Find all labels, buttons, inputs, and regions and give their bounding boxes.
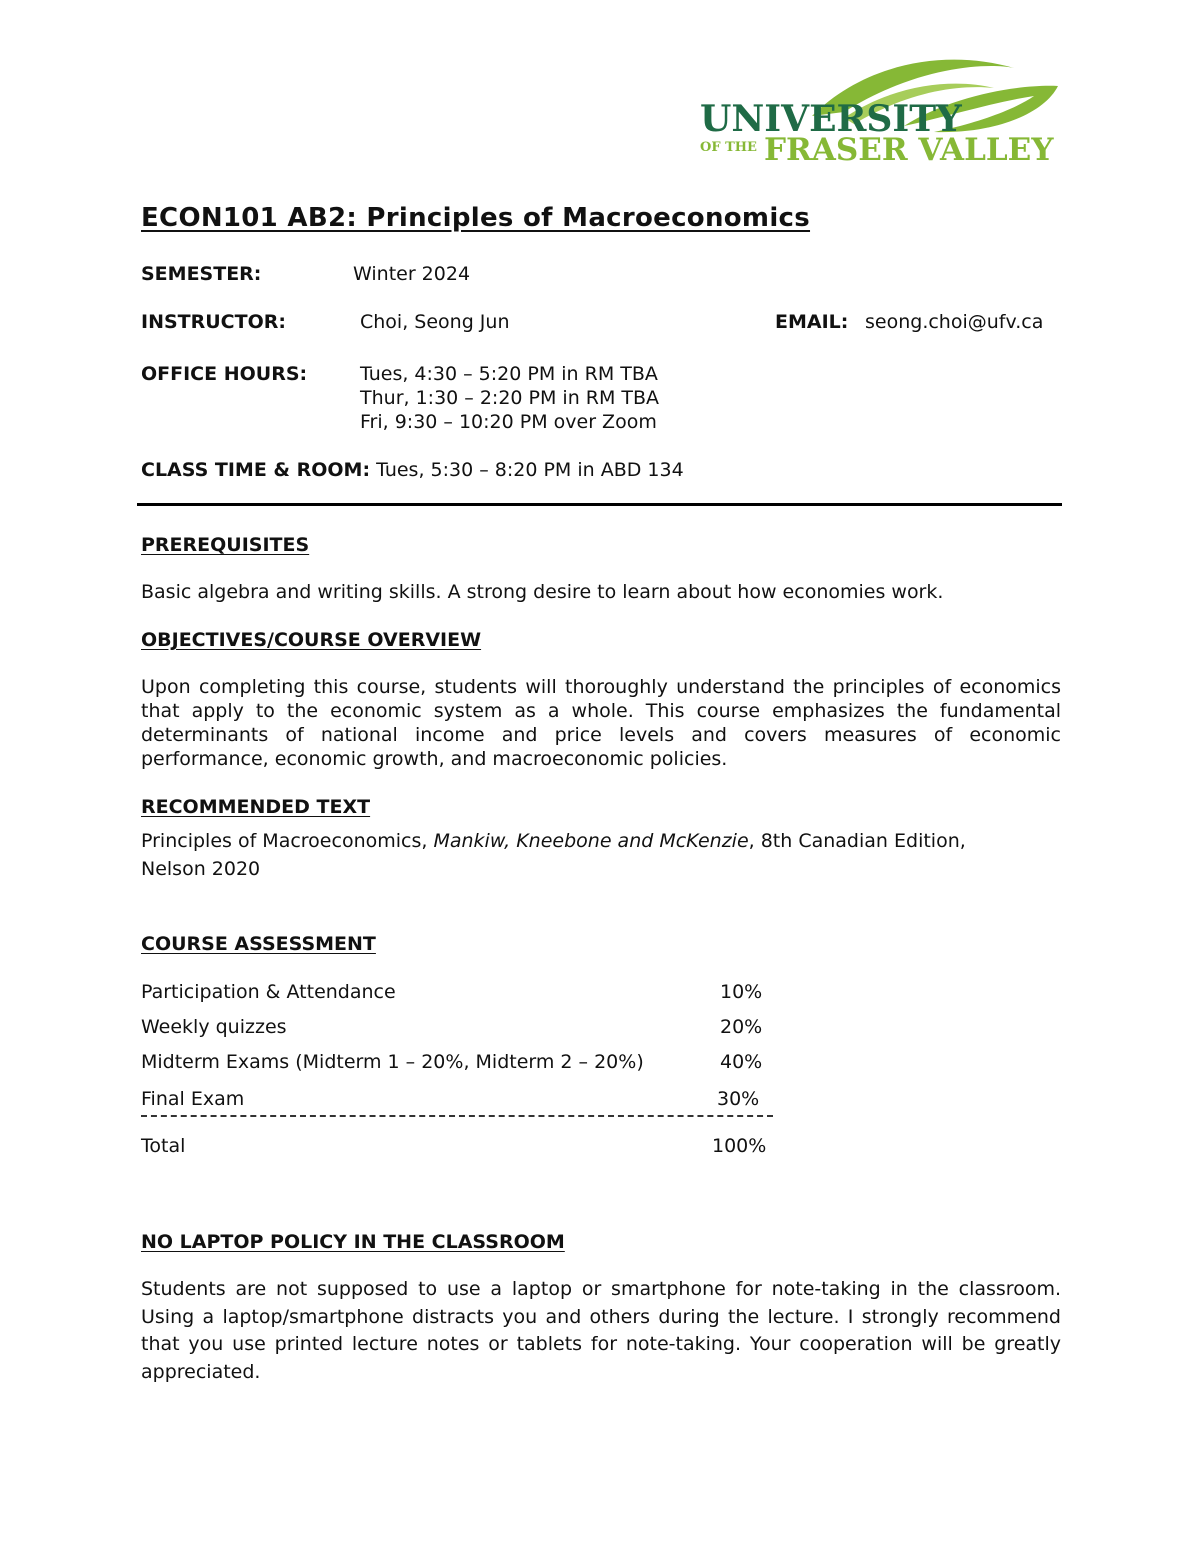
office-hours-label: OFFICE HOURS:: [141, 363, 308, 385]
laptop-policy-text: Students are not supposed to use a laptop or smartphone for note-taking in the classroom. Using a laptop/smartphone distracts you and others during the lecture. I strongly recommend that you use printed lecture notes or tablets for note-taking. Your cooperation will be greatly appreciated.: [141, 1278, 1061, 1383]
assessment-item-weight: 30%: [717, 1088, 760, 1110]
instructor-value: Choi, Seong Jun: [360, 311, 510, 333]
assessment-item-label: Final Exam: [141, 1088, 245, 1110]
objectives-heading: OBJECTIVES/COURSE OVERVIEW: [141, 629, 482, 651]
office-hours-line: Fri, 9:30 – 10:20 PM over Zoom: [360, 411, 657, 433]
prerequisites-text: Basic algebra and writing skills. A strong desire to learn about how economies work.: [141, 581, 944, 603]
recommended-book-line: [141, 829, 966, 853]
semester-label: SEMESTER:: [141, 263, 262, 285]
section-divider: [137, 503, 1062, 506]
semester-value: Winter 2024: [353, 263, 471, 285]
university-logo: [694, 54, 1064, 178]
instructor-label: INSTRUCTOR:: [141, 311, 286, 333]
assessment-total-value: 100%: [712, 1135, 767, 1157]
assessment-item-weight: 10%: [720, 981, 763, 1003]
email-label: EMAIL:: [775, 311, 849, 333]
laptop-policy-heading: NO LAPTOP POLICY IN THE CLASSROOM: [141, 1231, 565, 1253]
assessment-heading: COURSE ASSESSMENT: [141, 933, 376, 955]
class-time-value: Tues, 5:30 – 8:20 PM in ABD 134: [376, 459, 684, 481]
assessment-item-weight: 40%: [720, 1051, 763, 1073]
objectives-text: Upon completing this course, students will thoroughly understand the principles of economics that apply to the economic system as a whole. This course emphasizes the fundamental determinants of national income and price levels and covers measures of economic performance, economic growth, and macroeconomic policies.: [141, 676, 1061, 770]
email-value[interactable]: seong.choi@ufv.ca: [865, 311, 1044, 333]
course-title: ECON101 AB2: Principles of Macroeconomics: [141, 203, 811, 233]
assessment-item-label: Participation & Attendance: [141, 981, 396, 1003]
prerequisites-heading: PREREQUISITES: [141, 534, 310, 556]
book-edition: , 8th Canadian Edition,: [748, 830, 966, 852]
logo-fraser-valley-text: FRASER VALLEY: [764, 132, 1054, 168]
total-dashed-divider: [141, 1115, 773, 1117]
class-time-label: CLASS TIME & ROOM:: [141, 459, 371, 481]
book-authors: Mankiw, Kneebone and McKenzie: [433, 830, 749, 852]
office-hours-line: Thur, 1:30 – 2:20 PM in RM TBA: [360, 387, 660, 409]
recommended-text-heading: RECOMMENDED TEXT: [141, 796, 371, 818]
book-publisher: Nelson 2020: [141, 858, 261, 880]
office-hours-line: Tues, 4:30 – 5:20 PM in RM TBA: [360, 363, 658, 385]
book-title: Principles of Macroeconomics,: [141, 830, 434, 852]
assessment-item-weight: 20%: [720, 1016, 763, 1038]
logo-of-the-text: OF THE: [700, 140, 757, 155]
assessment-total-label: Total: [141, 1135, 186, 1157]
logo-university-text: UNIVERSITY: [700, 98, 962, 140]
assessment-item-label: Midterm Exams (Midterm 1 – 20%, Midterm 2 – 20%): [141, 1051, 644, 1073]
class-time-room: [141, 458, 684, 482]
assessment-item-label: Weekly quizzes: [141, 1016, 287, 1038]
